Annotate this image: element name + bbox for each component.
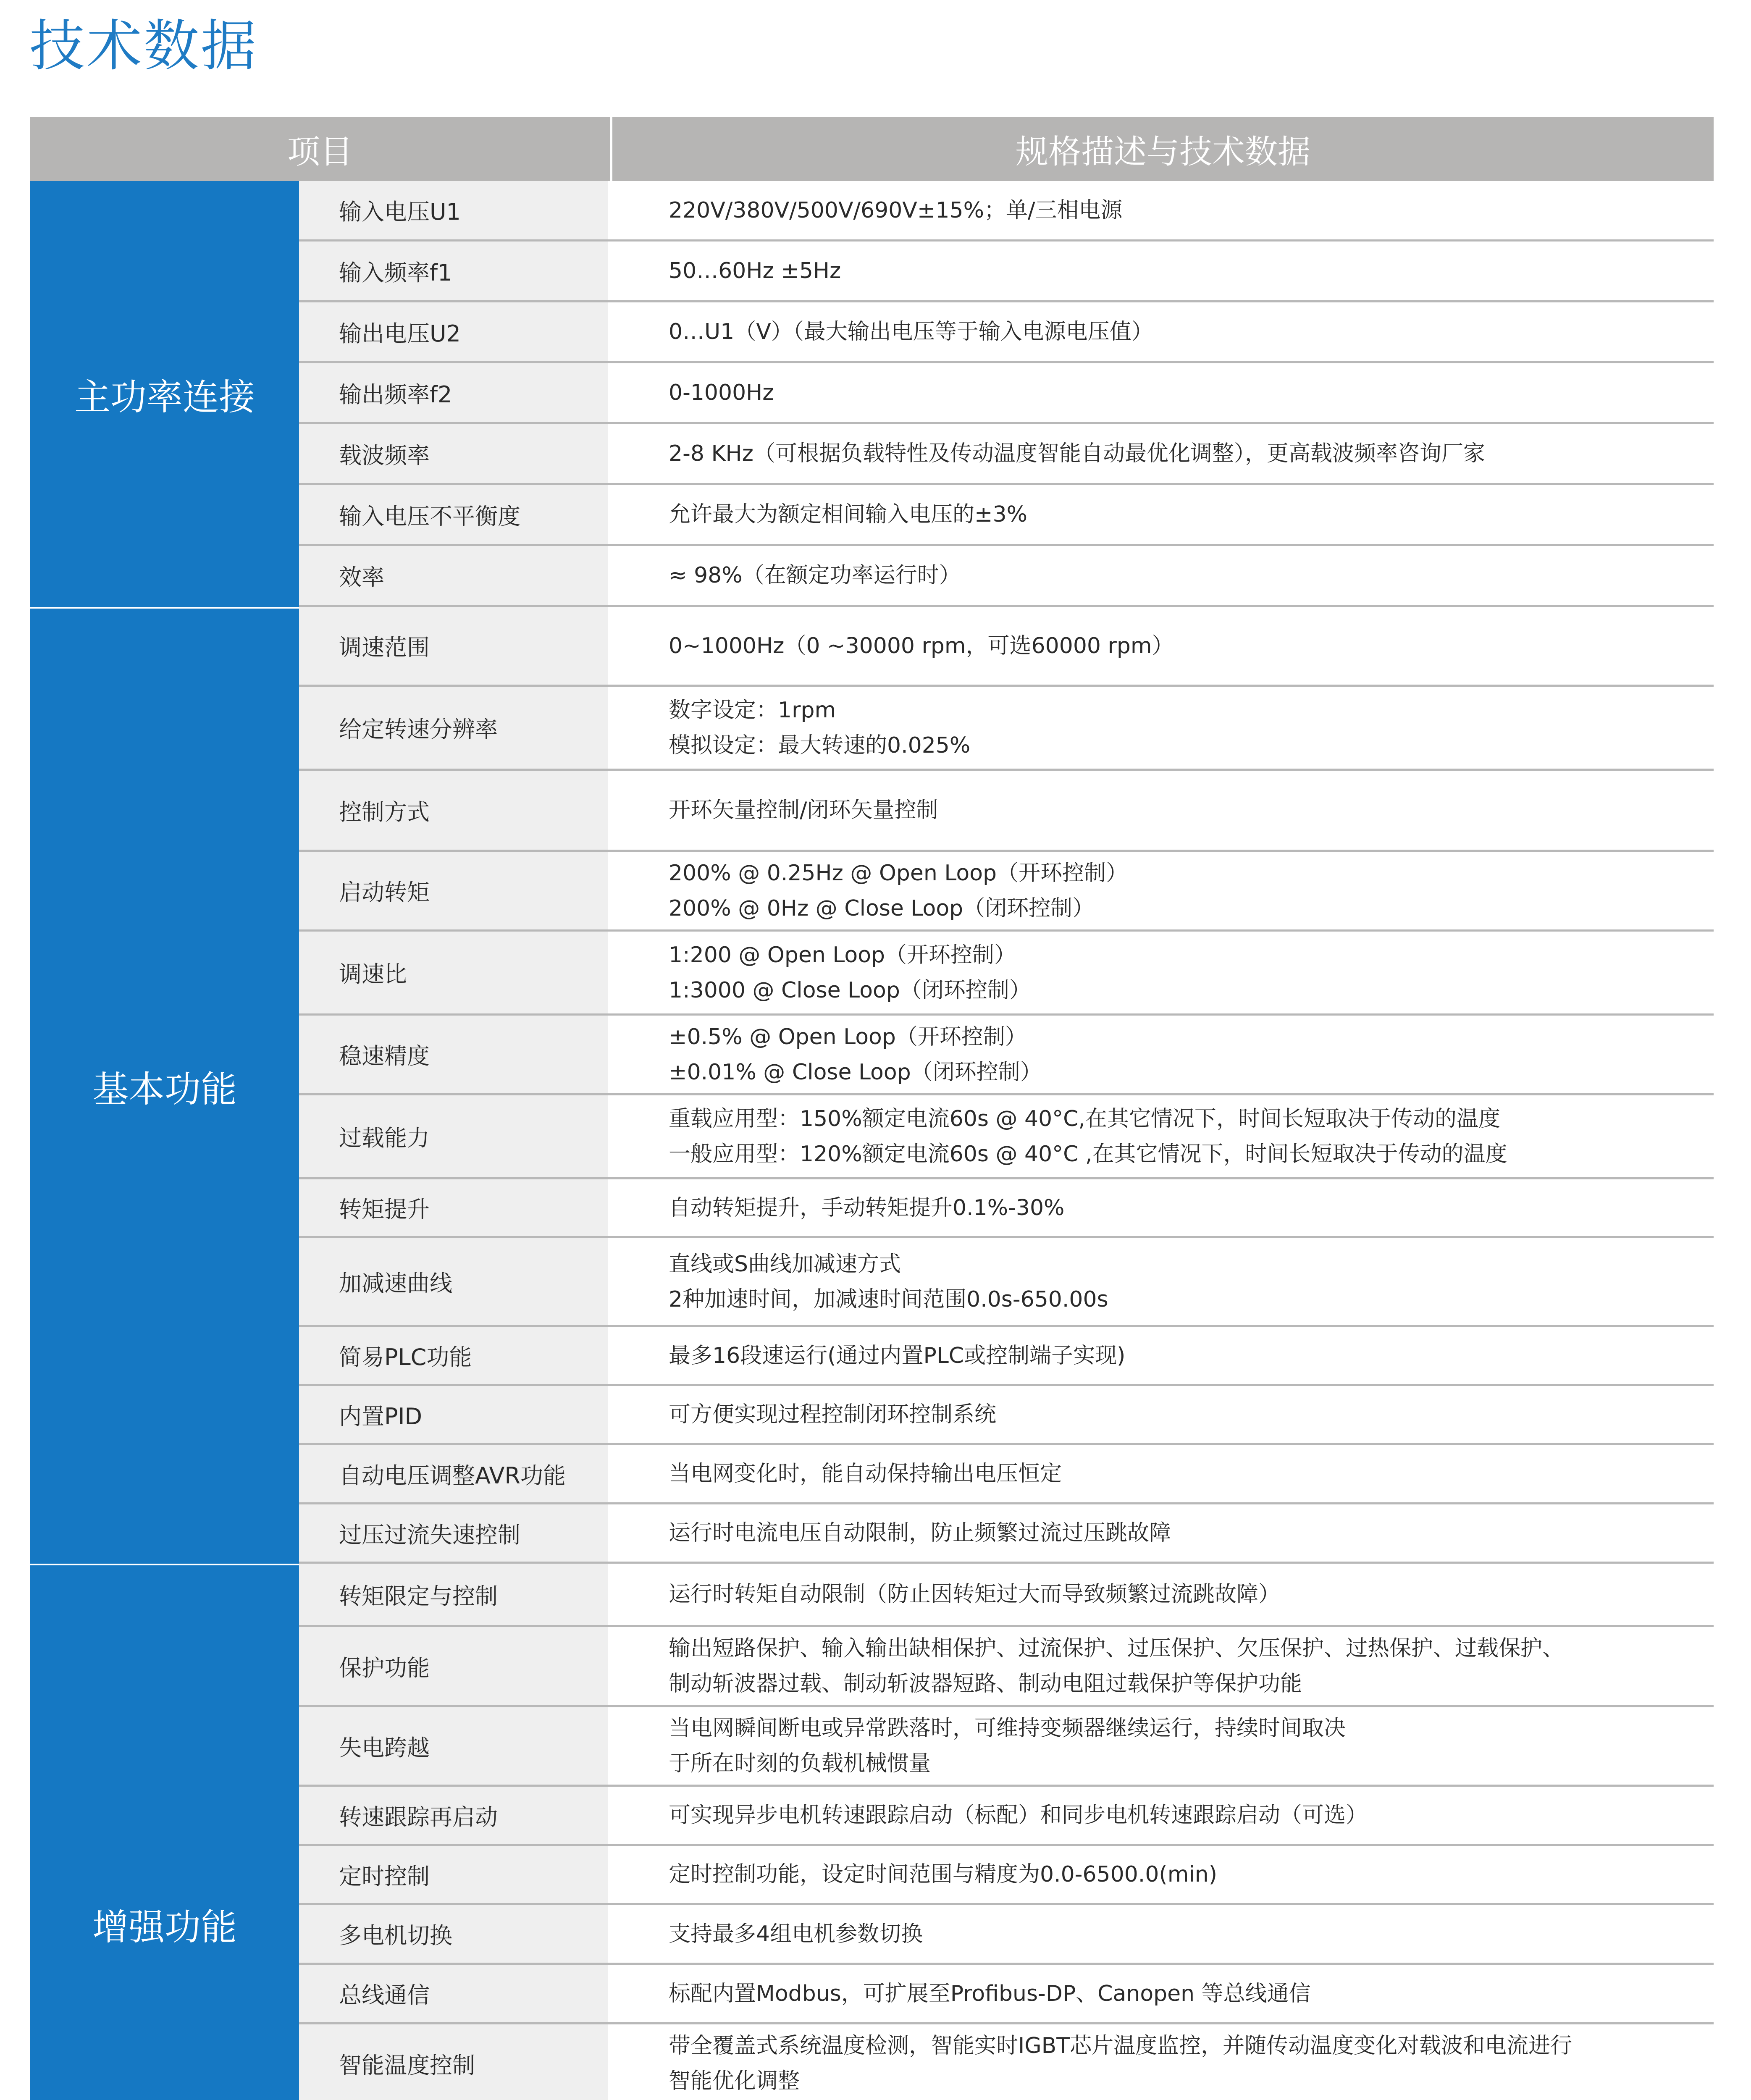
row-spec-line: 运行时电流电压自动限制，防止频繁过流过压跳故障	[669, 1520, 1171, 1546]
row-spec	[610, 1238, 1714, 1325]
row-spec-line: ±0.01% @ Close Loop（闭环控制）	[669, 1059, 1042, 1085]
row-spec-line: 允许最大为额定相间输入电压的±3%	[669, 502, 1028, 527]
row-spec	[610, 242, 1714, 300]
table-row	[299, 1846, 1714, 1905]
table-row	[299, 852, 1714, 932]
row-spec-line: 智能优化调整	[669, 2068, 800, 2094]
table-row	[299, 2024, 1714, 2100]
row-spec-line: 直线或S曲线加减速方式	[669, 1251, 901, 1277]
row-spec-line: 0~1000Hz（0 ~30000 rpm，可选60000 rpm）	[669, 633, 1174, 659]
row-spec	[610, 302, 1714, 361]
row-item-label: 转速跟踪再启动	[299, 1787, 610, 1844]
row-spec	[610, 1846, 1714, 1903]
row-spec-line: ≈ 98%（在额定功率运行时）	[669, 563, 961, 588]
row-spec-line: 最多16段速运行(通过内置PLC或控制端子实现)	[669, 1343, 1126, 1368]
table-row	[299, 485, 1714, 546]
row-item-label: 过载能力	[299, 1095, 610, 1177]
row-spec-line: 带全覆盖式系统温度检测，智能实时IGBT芯片温度监控，并随传动温度变化对载波和电流进行	[669, 2033, 1572, 2058]
row-spec	[610, 1504, 1714, 1562]
row-item-label: 加减速曲线	[299, 1238, 610, 1325]
row-spec	[610, 1627, 1714, 1705]
row-item-label: 输出电压U2	[299, 302, 610, 361]
row-spec-line: 2-8 KHz（可根据负载特性及传动温度智能自动最优化调整），更高载波频率咨询厂家	[669, 441, 1485, 466]
table-row	[299, 1238, 1714, 1327]
table-row	[299, 687, 1714, 771]
row-spec-line: 制动斩波器过载、制动斩波器短路、制动电阻过载保护等保护功能	[669, 1671, 1302, 1696]
row-spec-line: 200% @ 0.25Hz @ Open Loop（开环控制）	[669, 860, 1128, 886]
section-rows	[299, 181, 1714, 607]
row-spec	[610, 181, 1714, 239]
row-item-label: 转矩限定与控制	[299, 1564, 610, 1625]
table-row	[299, 1965, 1714, 2024]
table-row	[299, 242, 1714, 302]
row-item-label: 调速比	[299, 932, 610, 1013]
row-item-label: 载波频率	[299, 424, 610, 483]
table-row	[299, 1095, 1714, 1179]
row-item-label: 保护功能	[299, 1627, 610, 1705]
row-item-label: 总线通信	[299, 1965, 610, 2022]
row-spec	[610, 485, 1714, 544]
row-spec-line: 1:200 @ Open Loop（开环控制）	[669, 942, 1016, 968]
section	[30, 1564, 1714, 2100]
row-spec	[610, 1564, 1714, 1625]
section	[30, 181, 1714, 607]
row-spec	[610, 363, 1714, 422]
row-spec-line: 可实现异步电机转速跟踪启动（标配）和同步电机转速跟踪启动（可选）	[669, 1803, 1368, 1828]
row-spec	[610, 1016, 1714, 1093]
row-spec-line: 数字设定：1rpm	[669, 697, 836, 723]
row-item-label: 输出频率f2	[299, 363, 610, 422]
section-label: 主功率连接	[30, 181, 299, 607]
row-spec-line: 50…60Hz ±5Hz	[669, 258, 841, 284]
row-spec-line: ±0.5% @ Open Loop（开环控制）	[669, 1024, 1027, 1050]
row-item-label: 转矩提升	[299, 1179, 610, 1236]
row-spec-line: 220V/380V/500V/690V±15%；单/三相电源	[669, 197, 1123, 223]
row-item-label: 调速范围	[299, 607, 610, 685]
table-row	[299, 1707, 1714, 1787]
row-spec	[610, 1095, 1714, 1177]
table-row	[299, 302, 1714, 363]
table-row	[299, 424, 1714, 485]
row-spec-line: 0-1000Hz	[669, 380, 774, 405]
row-spec-line: 定时控制功能，设定时间范围与精度为0.0-6500.0(min)	[669, 1862, 1218, 1887]
row-item-label: 内置PID	[299, 1386, 610, 1443]
row-item-label: 输入电压U1	[299, 181, 610, 239]
row-item-label: 失电跨越	[299, 1707, 610, 1785]
row-item-label: 智能温度控制	[299, 2024, 610, 2100]
row-spec	[610, 1707, 1714, 1785]
row-spec-line: 1:3000 @ Close Loop（闭环控制）	[669, 977, 1031, 1003]
row-spec-line: 2种加速时间，加减速时间范围0.0s-650.00s	[669, 1286, 1108, 1312]
table-row	[299, 546, 1714, 607]
row-spec	[610, 1787, 1714, 1844]
row-spec	[610, 932, 1714, 1013]
row-spec	[610, 1445, 1714, 1502]
table-row	[299, 771, 1714, 852]
table-row	[299, 1905, 1714, 1965]
table-row	[299, 1787, 1714, 1846]
row-spec-line: 200% @ 0Hz @ Close Loop（闭环控制）	[669, 895, 1095, 921]
row-spec	[610, 607, 1714, 685]
table-row	[299, 1327, 1714, 1386]
row-spec-line: 自动转矩提升，手动转矩提升0.1%-30%	[669, 1195, 1065, 1221]
row-item-label: 稳速精度	[299, 1016, 610, 1093]
row-item-label: 定时控制	[299, 1846, 610, 1903]
row-item-label: 效率	[299, 546, 610, 605]
table-row	[299, 363, 1714, 424]
row-spec-line: 支持最多4组电机参数切换	[669, 1921, 923, 1947]
table-row	[299, 1179, 1714, 1238]
row-item-label: 给定转速分辨率	[299, 687, 610, 769]
row-item-label: 多电机切换	[299, 1905, 610, 1963]
spec-table	[30, 181, 1714, 2100]
row-spec-line: 当电网变化时，能自动保持输出电压恒定	[669, 1461, 1062, 1486]
page-title: 技术数据	[29, 14, 258, 79]
row-item-label: 过压过流失速控制	[299, 1504, 610, 1562]
row-spec-line: 重载应用型：150%额定电流60s @ 40°C,在其它情况下，时间长短取决于传动的温度	[669, 1106, 1500, 1131]
row-spec-line: 运行时转矩自动限制（防止因转矩过大而导致频繁过流跳故障）	[669, 1582, 1281, 1607]
row-spec-line: 当电网瞬间断电或异常跌落时，可维持变频器继续运行，持续时间取决	[669, 1716, 1346, 1741]
table-header	[30, 117, 1714, 181]
row-spec-line: 0…U1（V）（最大输出电压等于输入电源电压值）	[669, 319, 1153, 344]
table-row	[299, 181, 1714, 242]
table-row	[299, 1564, 1714, 1627]
row-spec	[610, 1905, 1714, 1963]
table-row	[299, 932, 1714, 1016]
row-spec	[610, 1327, 1714, 1384]
row-spec	[610, 424, 1714, 483]
row-spec-line: 可方便实现过程控制闭环控制系统	[669, 1402, 997, 1427]
table-row	[299, 1627, 1714, 1707]
row-spec	[610, 2024, 1714, 2100]
table-row	[299, 1016, 1714, 1095]
row-spec-line: 于所在时刻的负载机械惯量	[669, 1751, 931, 1776]
header-spec: 规格描述与技术数据	[1015, 133, 1310, 171]
row-spec	[610, 771, 1714, 850]
section-label: 基本功能	[30, 607, 299, 1564]
row-spec	[610, 1179, 1714, 1236]
table-row	[299, 607, 1714, 687]
section-rows	[299, 1564, 1714, 2100]
table-row	[299, 1445, 1714, 1504]
header-item: 项目	[30, 117, 612, 181]
row-item-label: 启动转矩	[299, 852, 610, 929]
row-spec-line: 标配内置Modbus，可扩展至Profibus-DP、Canopen 等总线通信	[669, 1981, 1311, 2006]
row-spec-line: 模拟设定：最大转速的0.025%	[669, 732, 971, 758]
row-spec	[610, 1386, 1714, 1443]
row-item-label: 简易PLC功能	[299, 1327, 610, 1384]
section-label: 增强功能	[30, 1564, 299, 2100]
row-spec	[610, 852, 1714, 929]
row-item-label: 自动电压调整AVR功能	[299, 1445, 610, 1502]
row-spec	[610, 1965, 1714, 2022]
row-spec-line: 输出短路保护、输入输出缺相保护、过流保护、过压保护、欠压保护、过热保护、过载保护、	[669, 1636, 1565, 1661]
row-item-label: 输入频率f1	[299, 242, 610, 300]
section-rows	[299, 607, 1714, 1564]
row-spec	[610, 546, 1714, 605]
row-spec-line: 一般应用型：120%额定电流60s @ 40°C ,在其它情况下，时间长短取决于传动的温度	[669, 1141, 1507, 1167]
row-item-label: 控制方式	[299, 771, 610, 850]
row-spec	[610, 687, 1714, 769]
section	[30, 607, 1714, 1564]
row-item-label: 输入电压不平衡度	[299, 485, 610, 544]
row-spec-line: 开环矢量控制/闭环矢量控制	[669, 798, 938, 823]
table-row	[299, 1386, 1714, 1445]
table-row	[299, 1504, 1714, 1564]
